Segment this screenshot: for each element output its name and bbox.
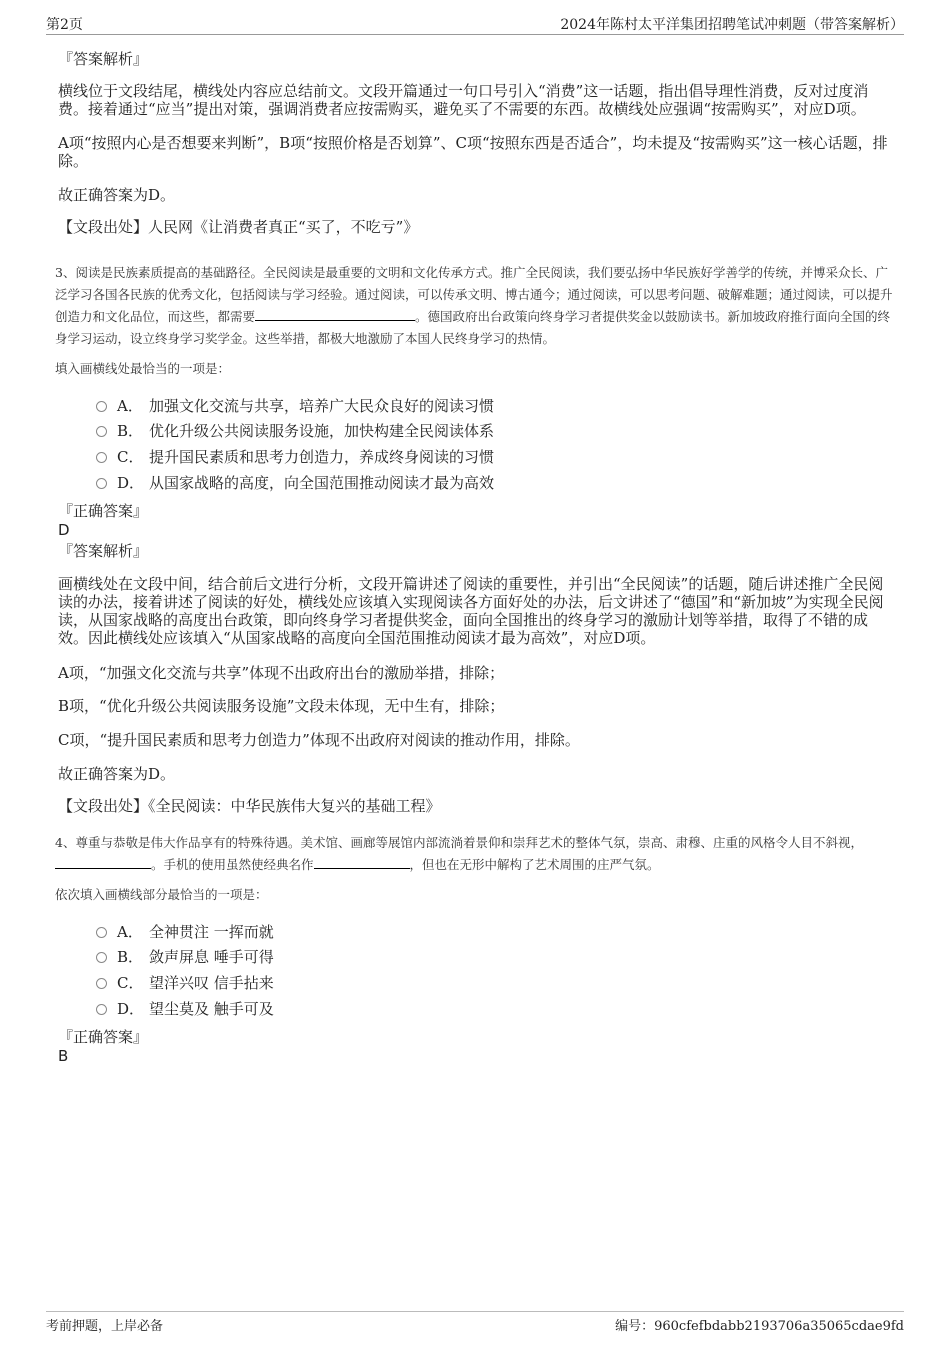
q3-option-b[interactable]: B． 优化升级公共阅读服务设施，加快构建全民阅读体系 [96, 421, 494, 441]
radio-icon[interactable] [96, 401, 107, 412]
q3-prompt: 填入画横线处最恰当的一项是： [55, 361, 231, 376]
document-code: 编号：960cfefbdabb2193706a35065cdae9fd [615, 1319, 904, 1334]
q4-stem-part1: 4、尊重与恭敬是伟大作品享有的特殊待遇。美术馆、画廊等展馆内部流淌着景仰和崇拜艺术的整体气氛，崇高、肃穆、庄重的风格令人目不斜视， [55, 835, 863, 850]
radio-icon[interactable] [96, 927, 107, 938]
q3-analysis: 画横线处在文段中间，结合前后文进行分析，文段开篇讲述了阅读的重要性，并引出“全民阅读”的话题，随后讲述推广全民阅读的办法，接着讲述了阅读的好处，横线处应该填入实现阅读各方面好处的办法，后文讲述了“德国”和“新加坡”为实现全民阅读，从国家战略的高度出台政策，即向终身学习者提供奖金，面向全国推出的终身学习的激励计划等举措，取得了不错的成效。因此横线处应该填入“从国家战略的高度向全国范围推动阅读才最为高效”，对应D项。 [58, 575, 884, 647]
q4-stem-part3: ，但也在无形中解构了艺术周围的庄严气氛。 [409, 857, 660, 872]
q3-stem-part2: 。德国政府出台政策向终身学习者提供奖金以鼓励读书。新加坡政府推行面向全国的终身学习运动，设立终身学习奖学金。这些举措，都极大地激励了本国人民终身学习的热情。 [55, 309, 891, 346]
radio-icon[interactable] [96, 478, 107, 489]
q3-option-a[interactable]: A． 加强文化交流与共享，培养广大民众良好的阅读习惯 [96, 396, 494, 416]
q3-answer-label: 『正确答案』 [58, 502, 149, 520]
q3-conclusion: 故正确答案为D。 [58, 765, 176, 783]
radio-icon[interactable] [96, 426, 107, 437]
q4-option-d[interactable]: D． 望尘莫及 触手可及 [96, 999, 274, 1019]
q3-source: 【文段出处】《全民阅读：中华民族伟大复兴的基础工程》 [58, 797, 441, 815]
q4-blank-2 [314, 854, 410, 869]
page-footer [46, 1311, 904, 1335]
radio-icon[interactable] [96, 452, 107, 463]
footer-slogan: 考前押题，上岸必备 [46, 1319, 164, 1334]
q4-stem-part2: 。手机的使用虽然使经典名作 [151, 857, 314, 872]
q4-option-b[interactable]: B． 敛声屏息 唾手可得 [96, 947, 274, 967]
q4-option-c[interactable]: C． 望洋兴叹 信手拈来 [96, 973, 274, 993]
q3-stem-part1: 3、阅读是民族素质提高的基础路径。全民阅读是最重要的文明和文化传承方式。推广全民阅读，我们要弘扬中华民族好学善学的传统，并博采众长、广泛学习各国各民族的优秀文化，包括阅读与学习经验。通过阅读，可以传承文明、博古通今；通过阅读，可以思考问题、破解难题；通过阅读，可以提升创造力和文化品位，而这些，都需要 [55, 265, 893, 324]
page-header [46, 14, 904, 35]
document-title: 2024年陈村太平洋集团招聘笔试冲刺题（带答案解析） [560, 17, 904, 33]
q4-answer: B [58, 1047, 69, 1065]
q3-blank [255, 306, 415, 321]
q3-exclude-c: C项，“提升国民素质和思考力创造力”体现不出政府对阅读的推动作用，排除。 [58, 731, 580, 749]
q2-analysis-para2: A项“按照内心是否想要来判断”，B项“按照价格是否划算”、C项“按照东西是否适合”，均未提及“按需购买”这一核心话题，排除。 [58, 134, 888, 170]
q3-exclude-a: A项，“加强文化交流与共享”体现不出政府出台的激励举措，排除； [58, 664, 505, 682]
q3-option-d[interactable]: D． 从国家战略的高度，向全国范围推动阅读才最为高效 [96, 473, 494, 493]
q4-answer-label: 『正确答案』 [58, 1028, 149, 1046]
q3-answer: D [58, 521, 70, 539]
q2-source: 【文段出处】人民网《让消费者真正“买了，不吃亏”》 [58, 218, 419, 236]
radio-icon[interactable] [96, 1004, 107, 1015]
q3-option-c[interactable]: C． 提升国民素质和思考力创造力，养成终身阅读的习惯 [96, 447, 494, 467]
radio-icon[interactable] [96, 952, 107, 963]
q2-analysis-para1: 横线位于文段结尾，横线处内容应总结前文。文段开篇通过一句口号引入“消费”这一话题，指出倡导理性消费，反对过度消费。接着通过“应当”提出对策，强调消费者应按需购买，避免买了不需要的东西。故横线处应强调“按需购买”，对应D项。 [58, 82, 869, 118]
radio-icon[interactable] [96, 978, 107, 989]
q2-conclusion: 故正确答案为D。 [58, 186, 176, 204]
q4-blank-1 [55, 854, 151, 869]
q4-prompt: 依次填入画横线部分最恰当的一项是： [55, 887, 268, 902]
q4-option-a[interactable]: A． 全神贯注 一挥而就 [96, 922, 274, 942]
q3-exclude-b: B项，“优化升级公共阅读服务设施”文段未体现，无中生有，排除； [58, 697, 505, 715]
q2-analysis-label: 『答案解析』 [58, 50, 149, 68]
q4-stem [55, 832, 897, 876]
q3-analysis-label: 『答案解析』 [58, 542, 149, 560]
q3-stem [55, 262, 897, 350]
page-number: 第2页 [46, 17, 83, 33]
